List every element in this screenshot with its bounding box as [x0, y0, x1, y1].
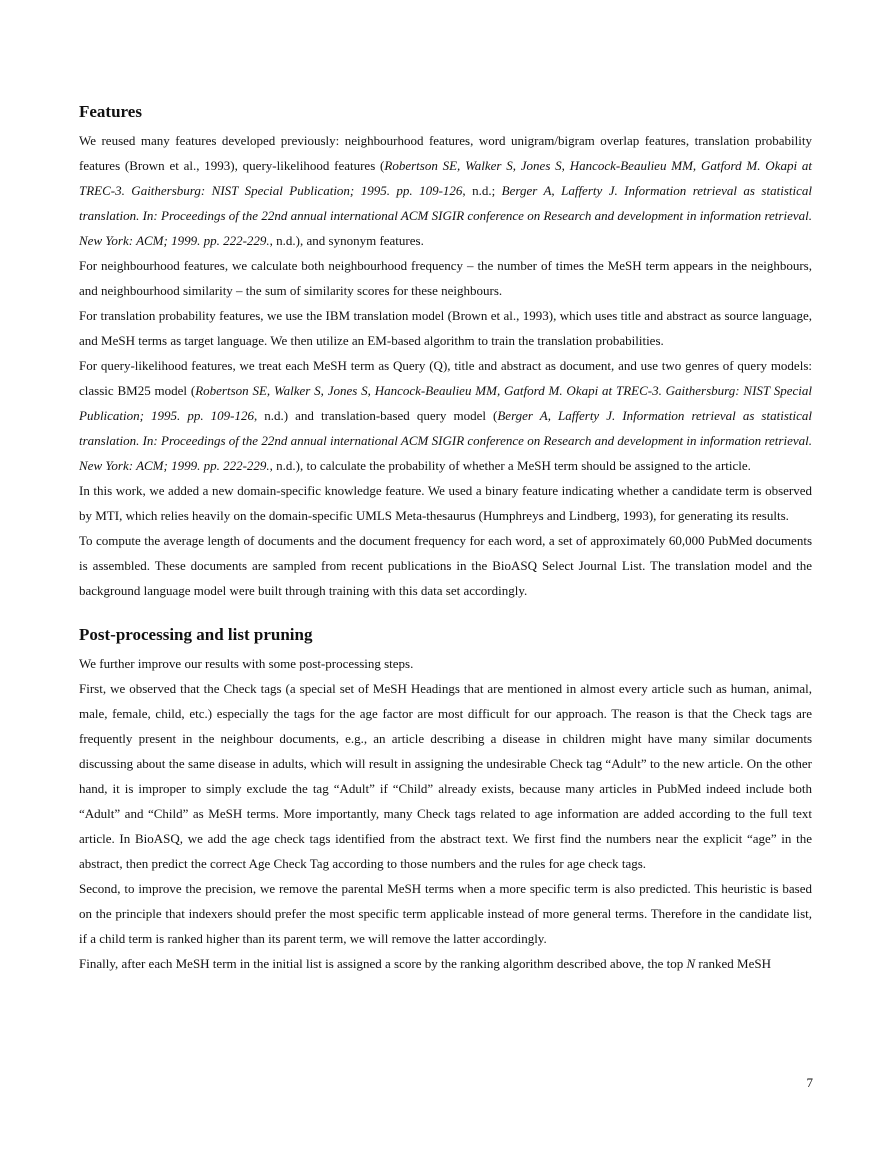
text-run: For query-likelihood features, we treat each MeSH term as Query (Q), title and abstract as document, and use two genres of query models: classic BM25 model (: [79, 358, 812, 398]
paragraph: [79, 528, 812, 603]
text-run: We further improve our results with some post-processing steps.: [79, 656, 414, 671]
text-run: , n.d.;: [462, 183, 502, 198]
citation-text: Berger A, Lafferty J. Information retrieval as statistical translation. In: Proceedings of the 22nd annual international ACM SIGIR conference on Research and development in information retrieval. New York: ACM; 1999. pp. 222-229.: [79, 183, 812, 248]
text-run: , n.d.), and synonym features.: [269, 233, 424, 248]
text-run: For translation probability features, we use the IBM translation model (Brown et al., 1993), which uses title and abstract as source language, and MeSH terms as target language. We then utilize an EM-based algorithm to train the translation probabilities.: [79, 308, 812, 348]
text-run: For neighbourhood features, we calculate both neighbourhood frequency – the number of times the MeSH term appears in the neighbours, and neighbourhood similarity – the sum of similarity scores for these neighbours.: [79, 258, 812, 298]
paragraph: [79, 478, 812, 528]
text-run: We reused many features developed previously: neighbourhood features, word unigram/bigram overlap features, translation probability features (Brown et al., 1993), query-likelihood features (: [79, 133, 812, 173]
page-body: [79, 100, 812, 976]
text-run: To compute the average length of documents and the document frequency for each word, a set of approximately 60,000 PubMed documents is assembled. These documents are sampled from recent publications in the BioASQ Select Journal List. The translation model and the background language model were built through training with this data set accordingly.: [79, 533, 812, 598]
page-number: 7: [806, 1075, 813, 1090]
section-heading-post-processing: Post-processing and list pruning: [79, 625, 313, 644]
paragraph: [79, 353, 812, 478]
paragraph: [79, 876, 812, 951]
text-run: ranked MeSH: [695, 956, 771, 971]
text-run: Finally, after each MeSH term in the initial list is assigned a score by the ranking algorithm described above, the top: [79, 956, 687, 971]
citation-text: Robertson SE, Walker S, Jones S, Hancock-Beaulieu MM, Gatford M. Okapi at TREC-3. Gaithersburg: NIST Special Publication; 1995. pp. 109-126: [79, 383, 812, 423]
citation-text: N: [686, 956, 696, 971]
text-run: In this work, we added a new domain-specific knowledge feature. We used a binary feature indicating whether a candidate term is observed by MTI, which relies heavily on the domain-specific UMLS Meta-thesaurus (Humphreys and Lindberg, 1993), for generating its results.: [79, 483, 812, 523]
text-run: First, we observed that the Check tags (a special set of MeSH Headings that are mentioned in almost every article such as human, animal, male, female, child, etc.) especially the tags for the age factor are most difficult for our approach. The reason is that the Check tags are frequently present in the neighbour documents, e.g., an article describing a disease in children might have many similar documents discussing about the same disease in adults, which will result in assigning the undesirable Check tag “Adult” to the new article. On the other hand, it is improper to simply exclude the tag “Adult” if “Child” already exists, because many articles in PubMed indeed include both “Adult” and “Child” as MeSH terms. More importantly, many Check tags related to age information are added according to the full text article. In BioASQ, we add the age check tags identified from the abstract text. We first find the numbers near the explicit “age” in the abstract, then predict the correct Age Check Tag according to those numbers and the rules for age check tags.: [79, 681, 812, 871]
text-run: Second, to improve the precision, we remove the parental MeSH terms when a more specific term is also predicted. This heuristic is based on the principle that indexers should prefer the most specific term applicable instead of more general terms. Therefore in the candidate list, if a child term is ranked higher than its parent term, we will remove the latter accordingly.: [79, 881, 812, 946]
paragraph: [79, 651, 812, 676]
citation-text: Berger A, Lafferty J. Information retrieval as statistical translation. In: Proceedings of the 22nd annual international ACM SIGIR conference on Research and development in information retrieval. New York: ACM; 1999. pp. 222-229.: [79, 408, 812, 473]
text-run: , n.d.), to calculate the probability of whether a MeSH term should be assigned to the article.: [269, 458, 751, 473]
citation-text: Robertson SE, Walker S, Jones S, Hancock-Beaulieu MM, Gatford M. Okapi at TREC-3. Gaithersburg: NIST Special Publication; 1995. pp. 109-126: [79, 158, 812, 198]
paragraph: [79, 128, 812, 253]
section-heading-features: Features: [79, 102, 142, 121]
text-run: , n.d.) and translation-based query model (: [253, 408, 498, 423]
paragraph: [79, 253, 812, 303]
paragraph: [79, 951, 812, 976]
paragraph: [79, 676, 812, 876]
paragraph: [79, 303, 812, 353]
